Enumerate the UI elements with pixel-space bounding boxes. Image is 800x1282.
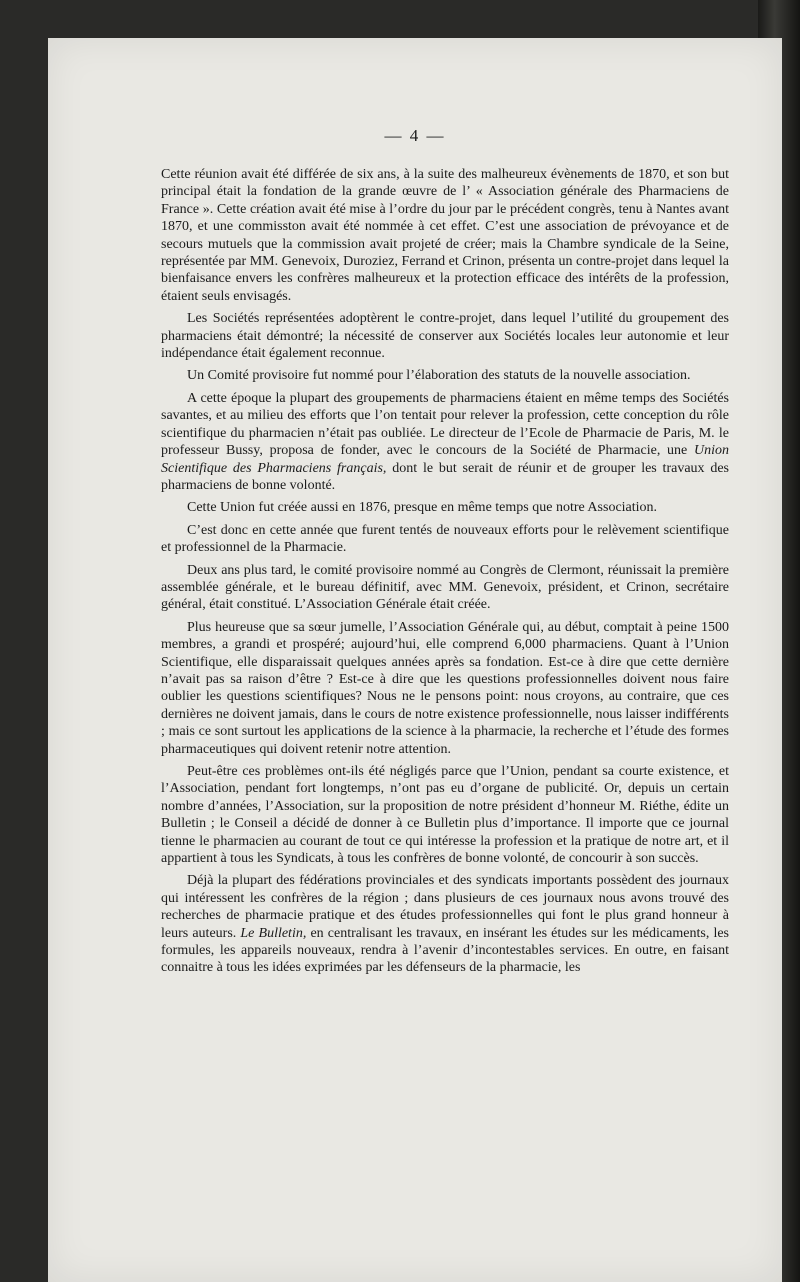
paragraph: Deux ans plus tard, le comité provisoire nommé au Congrès de Clermont, réunissait la première assemblée générale, et le bureau définitif, avec MM. Genevoix, président, et Crinon, secrétaire général, était constitué. L’Association Générale était créée.	[161, 562, 729, 613]
text-run: en centralisant les travaux, en insérant les études sur les médicaments, les formules, les appareils nouveaux, rendra à l’avenir d’incontestables services. En outre, en faisant connaitre à tous les idées exprimées par les défenseurs de la pharmacie, les	[161, 925, 729, 976]
paragraph: Plus heureuse que sa sœur jumelle, l’Association Générale qui, au début, comptait à peine 1500 membres, a grandi et prospéré; aujourd’hui, elle comprend 6,000 pharmaciens. Quant à l’Union Scientifique, elle disparaissait quelques années après sa fondation. Est-ce à dire que cette dernière n’avait pas sa raison d’être ? Est-ce à dire que les questions professionnelles doivent nous faire oublier les questions scientifiques? Nous ne le pensons point: nous croyons, au contraire, que ces dernières ne doivent jamais, dans le cours de notre existence professionnelle, nous laisser indifférents ; mais ce sont surtout les applications de la science à la pharmacie, la recherche et l’étude des formes pharmaceutiques qui doivent retenir notre attention.	[161, 619, 729, 757]
paragraph: Les Sociétés représentées adoptèrent le contre-projet, dans lequel l’utilité du groupement des pharmaciens était démontré; la nécessité de conserver aux Sociétés locales leur autonomie et leur indépendance était également reconnue.	[161, 311, 729, 362]
body-text	[161, 166, 729, 982]
page-number: — 4 —	[384, 126, 446, 145]
text-run: dont le but serait de réunir et de grouper les travaux des pharmaciens de bonne volonté.	[161, 460, 729, 493]
paragraph: C’est donc en cette année que furent tentés de nouveaux efforts pour le relèvement scientifique et professionnel de la Pharmacie.	[161, 522, 729, 556]
italic-title: Union Scientifique des Pharmaciens français,	[161, 443, 729, 476]
paragraph: Cette réunion avait été différée de six ans, à la suite des malheureux évènements de 1870, et son but principal était la fondation de la grande œuvre de l’ « Association générale des Pharmaciens de France ». Cette création avait été mise à l’ordre du jour par le précédent congrès, tenu à Nantes avant 1870, et une commisston avait été nommée à cet effet. C’est une association de prévoyance et de secours mutuels que la commission avait projeté de créer; mais la Chambre syndicale de la Seine, représentée par MM. Genevoix, Duroziez, Ferrand et Crinon, présenta un contre-projet dans lequel la bienfaisance envers les confrères malheureux et la protection efficace des intérêts de la profession, étaient seuls envisagés.	[161, 167, 729, 304]
document-page	[48, 38, 782, 1282]
paragraph: Peut-être ces problèmes ont-ils été négligés parce que l’Union, pendant sa courte existence, et l’Association, pendant fort longtemps, n’ont pas eu d’organe de publicité. Or, depuis un certain nombre d’années, l’Association, sur la proposition de notre président d’honneur M. Riéthe, édite un Bulletin ; le Conseil a décidé de donner à ce Bulletin plus d’importance. Il importe que ce journal tienne le pharmacien au courant de tout ce qui intéresse la profession et la pratique de notre art, et il appartient à tous les Syndicats, à tous les confrères de bonne volonté, de concourir à son succès.	[161, 764, 729, 867]
text-run: Déjà la plupart des fédérations provinciales et des syndicats importants possèdent des journaux qui intéressent les confrères de la région ; dans plusieurs de ces journaux nous avons trouvé des recherches de pharmacie pratique et des études professionnelles qui font le plus grand honneur à leurs auteurs.	[161, 873, 729, 941]
text-run: A cette époque la plupart des groupements de pharmaciens étaient en même temps des Sociétés savantes, et au milieu des efforts que l’on tentait pour relever la profession, cette conception du rôle scientifique du pharmacien n’était pas oubliée. Le directeur de l’Ecole de Pharmacie de Paris, M. le professeur Bussy, proposa de fonder, avec le concours de la Société de Pharmacie, une	[161, 390, 729, 459]
italic-title: Le Bulletin,	[240, 925, 307, 941]
paragraph	[161, 872, 729, 976]
paragraph	[161, 390, 729, 494]
paragraph: Un Comité provisoire fut nommé pour l’élaboration des statuts de la nouvelle association.	[187, 368, 691, 384]
paragraph: Cette Union fut créée aussi en 1876, presque en même temps que notre Association.	[187, 500, 658, 516]
